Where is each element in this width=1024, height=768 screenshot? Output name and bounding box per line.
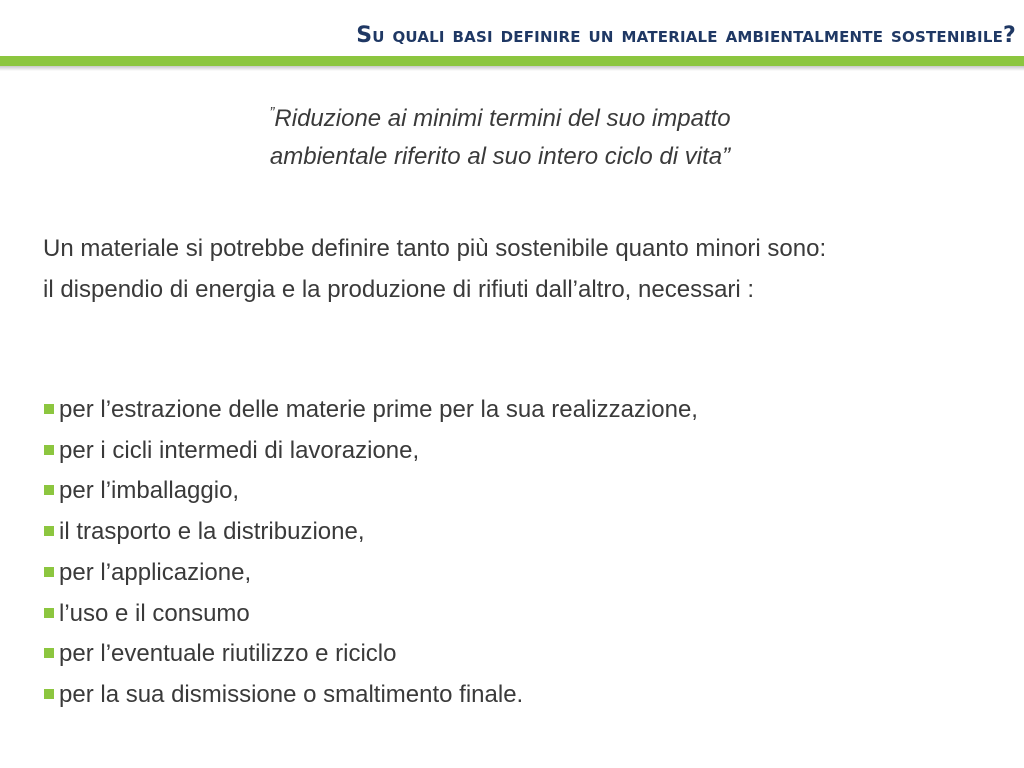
title-bar-shadow [0,66,1024,71]
list-item [43,553,1013,594]
list-item-text: per l’eventuale riutilizzo e riciclo [59,640,397,668]
square-bullet-icon [44,445,54,455]
list-item [43,594,1013,635]
quote-line-1: Riduzione ai minimi termini del suo impatto [274,105,731,132]
definition-quote [150,94,850,176]
title-accent-bar [0,56,1024,66]
quote-open-mark: ” [269,104,275,121]
square-bullet-icon [44,648,54,658]
list-item [43,431,1013,472]
list-item-text: per l’applicazione, [59,558,252,586]
square-bullet-icon [44,608,54,618]
intro-line-1: Un materiale si potrebbe definire tanto più sostenibile quanto minori sono: [43,235,827,262]
square-bullet-icon [44,567,54,577]
list-item [43,675,1013,716]
square-bullet-icon [44,689,54,699]
list-item-text: per i cicli intermedi di lavorazione, [59,436,420,464]
list-item-text: il trasporto e la distribuzione, [59,518,365,546]
list-item [43,634,1013,675]
intro-text [43,228,1013,310]
list-item-text: per l’estrazione delle materie prime per la sua realizzazione, [59,396,698,423]
intro-line-2: il dispendio di energia e la produzione di rifiuti dall’altro, necessari : [43,276,755,303]
list-item-text: per l’imballaggio, [59,477,240,505]
square-bullet-icon [44,485,54,495]
square-bullet-icon [44,404,54,414]
square-bullet-icon [44,526,54,536]
bullet-list [43,390,1013,716]
quote-close-mark: ” [722,143,731,170]
list-item [43,471,1013,512]
slide-title: Su quali basi definire un materiale ambientalmente sostenibile? [356,23,1016,48]
list-item [43,390,1013,431]
quote-line-2: ambientale riferito al suo intero ciclo di vita [269,143,723,170]
list-item-text: l’uso e il consumo [59,599,250,627]
list-item [43,512,1013,553]
list-item-text: per la sua dismissione o smaltimento finale. [59,680,524,708]
